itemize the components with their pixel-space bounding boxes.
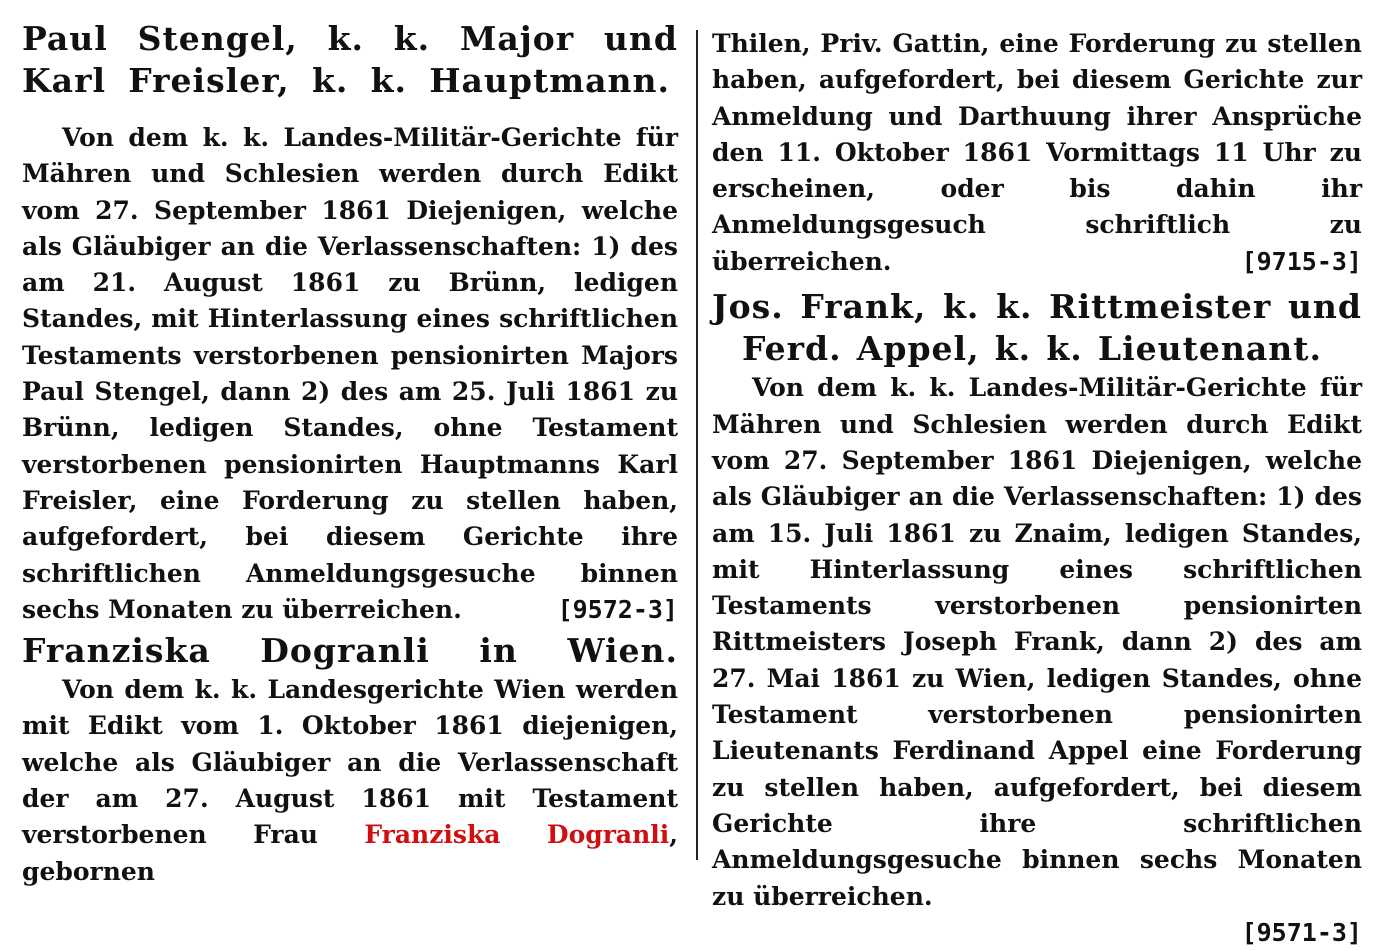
heading-line: Paul Stengel, k. k. Major und (22, 19, 678, 58)
notice-reference: [9715-3] (1241, 247, 1362, 277)
notice-text: Von dem k. k. Landesgerichte Wien werden mit Edikt vom 1. Oktober 1861 diejenigen, welche als Gläubiger an die Verlassenschaft der am 27. August 1861 mit Testament verstorbenen Frau (22, 675, 678, 850)
heading-line: Ferd. Appel, k. k. Lieutenant. (742, 329, 1322, 369)
notice-heading-dogranli (22, 630, 678, 672)
notice-heading-frank-appel (712, 286, 1362, 370)
left-column (22, 18, 678, 890)
notice-reference: [9572-3] (557, 594, 678, 624)
notice-text: , gebornen (22, 820, 678, 886)
highlighted-name: Franziska Dogranli (364, 820, 670, 850)
notice-heading-stengel-freisler (22, 18, 678, 102)
right-column (712, 26, 1362, 951)
notice-reference: [9571-3] (1241, 917, 1362, 947)
heading-line: Jos. Frank, k. k. Rittmeister und (712, 287, 1362, 327)
column-divider (696, 30, 698, 860)
notice-body-dogranli-continued (712, 26, 1362, 280)
notice-body-dogranli (22, 672, 678, 890)
heading-line: Karl Freisler, k. k. Hauptmann. (22, 61, 670, 100)
notice-text: Von dem k. k. Landes-Militär-Gerichte für Mähren und Schlesien werden durch Edikt vom 27. September 1861 Diejenigen, welche als Gläubiger an die Verlassenschaften: 1) des am 21. August 1861 zu Brünn, ledigen Standes, mit Hinterlassung eines schriftlichen Testaments verstorbenen pensionirten Majors Paul Stengel, dann 2) des am 25. Juli 1861 zu Brünn, ledigen Standes, ohne Testament verstorbenen pensionirten Hauptmanns Karl Freisler, eine Forderung zu stellen haben, aufgefordert, bei diesem Gerichte ihre schriftlichen Anmeldungsgesuche binnen sechs Monaten zu überreichen. (22, 123, 678, 624)
notice-body-stengel-freisler (22, 120, 678, 628)
notice-text: Von dem k. k. Landes-Militär-Gerichte für Mähren und Schlesien werden durch Edikt vom 27. September 1861 Diejenigen, welche als Gläubiger an die Verlassenschaften: 1) des am 15. Juli 1861 zu Znaim, ledigen Standes, mit Hinterlassung eines schriftlichen Testaments verstorbenen pensionirten Rittmeisters Joseph Frank, dann 2) des am 27. Mai 1861 zu Wien, ledigen Standes, ohne Testament verstorbenen pensionirten Lieutenants Ferdinand Appel eine Forderung zu stellen haben, aufgefordert, bei diesem Gerichte ihre schriftlichen Anmeldungsgesuche binnen sechs Monaten zu überreichen. (712, 373, 1362, 911)
notice-body-frank-appel (712, 370, 1362, 951)
notice-text: Thilen, Priv. Gattin, eine Forderung zu stellen haben, aufgefordert, bei diesem Gerichte zur Anmeldung und Darthuung ihrer Ansprüche den 11. Oktober 1861 Vormittags 11 Uhr zu erscheinen, oder bis dahin ihr Anmeldungsgesuch schriftlich zu überreichen. (712, 29, 1362, 276)
heading-line: Franziska Dogranli in Wien. (22, 631, 678, 671)
